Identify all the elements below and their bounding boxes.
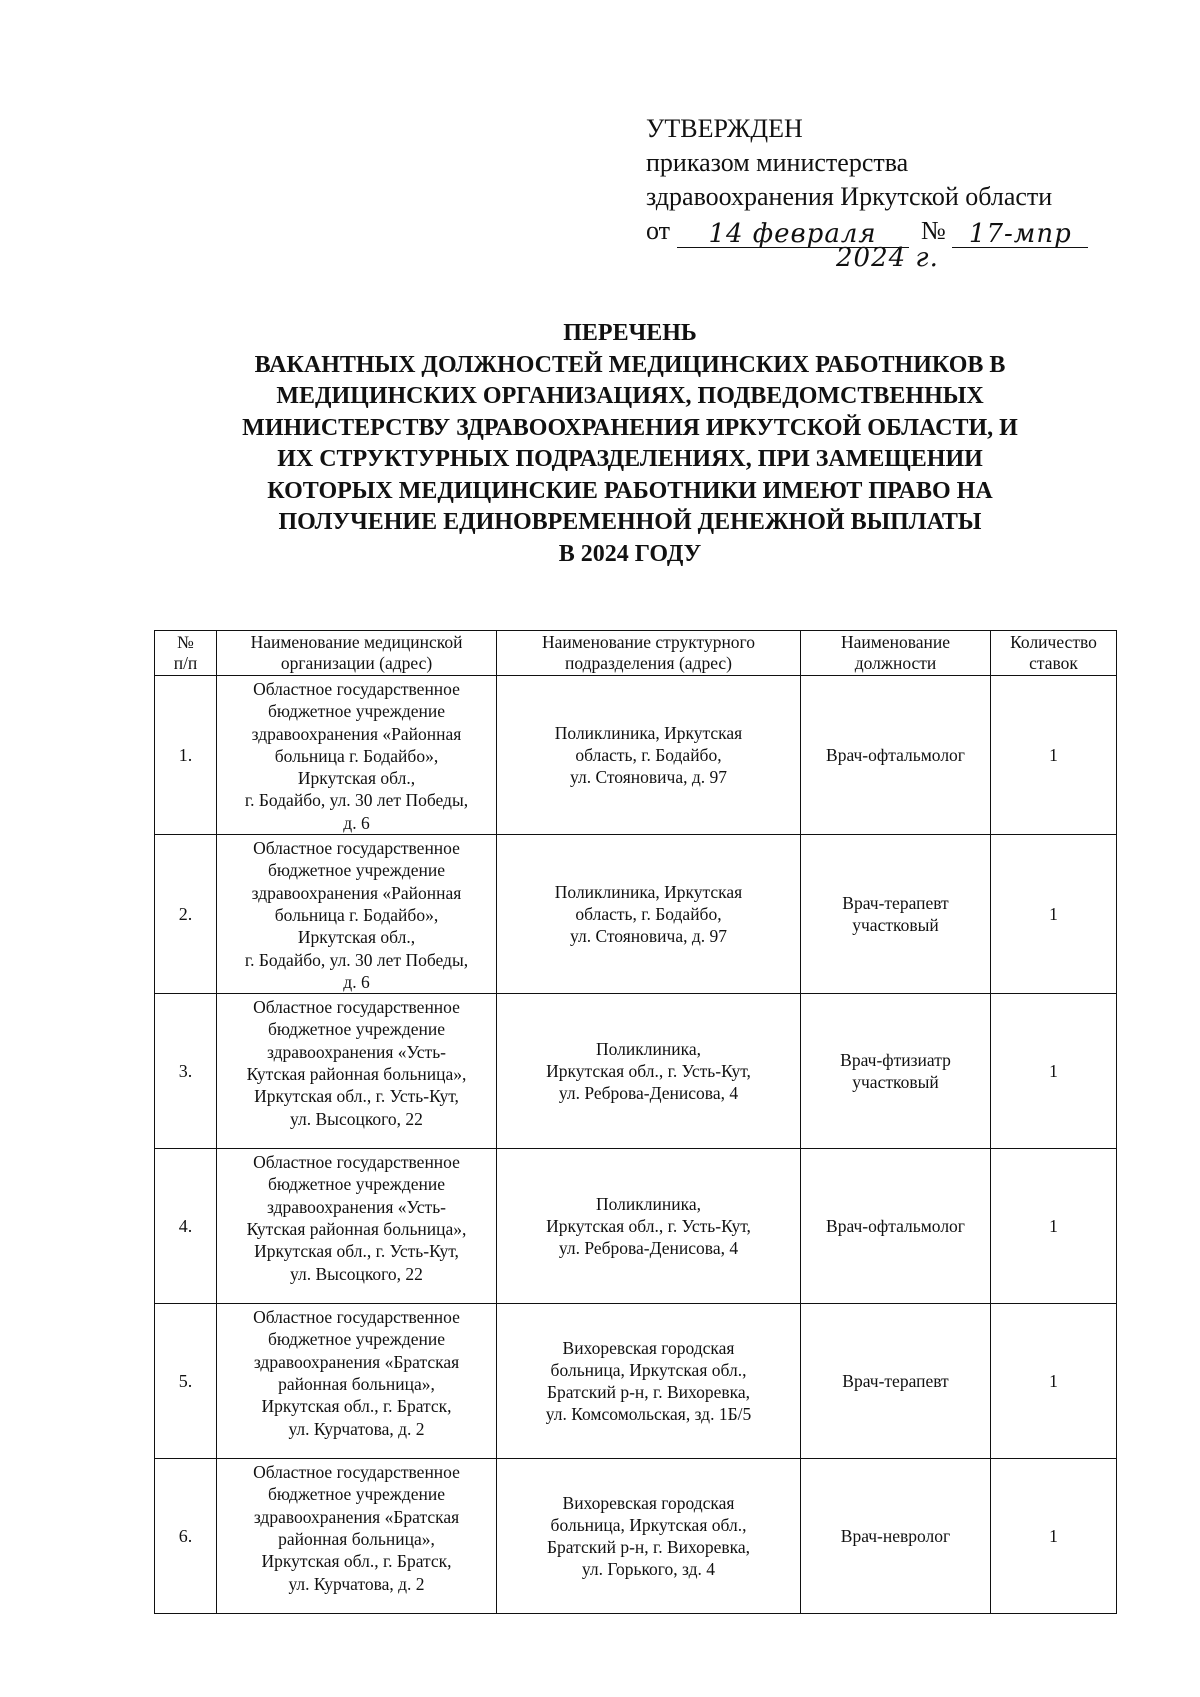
quantity-cell: 1 <box>991 994 1117 1149</box>
header-text: должности <box>854 653 937 673</box>
organization-cell-line: ул. Высоцкого, 22 <box>290 1263 423 1284</box>
organization-cell-line: Областное государственное <box>253 679 460 699</box>
number-blank <box>952 217 1088 248</box>
table-row <box>155 994 1117 1149</box>
organization-cell <box>217 1459 497 1614</box>
organization-cell-line: Областное государственное <box>253 1462 460 1483</box>
table-row <box>155 1149 1117 1304</box>
subdivision-cell-line: Братский р-н, г. Вихоревка, <box>546 1382 751 1403</box>
position-cell-line: Врач-офтальмолог <box>826 1216 965 1237</box>
header-text: Наименование медицинской <box>250 632 463 652</box>
number-handwritten: 17-мпр <box>968 219 1072 249</box>
subdivision-cell-line: ул. Горького, зд. 4 <box>581 1559 716 1580</box>
organization-cell-line: бюджетное учреждение <box>267 860 446 881</box>
subdivision-cell <box>497 994 801 1149</box>
header-text: № <box>177 632 194 652</box>
position-cell-line: участковый <box>852 915 939 936</box>
header-position <box>801 631 991 676</box>
approval-line-1: приказом министерства <box>646 148 909 177</box>
organization-cell <box>217 1304 497 1459</box>
organization-cell-line: Иркутская обл., <box>297 768 416 789</box>
organization-cell-line: районная больница», <box>278 1374 435 1395</box>
organization-cell-line: больница г. Бодайбо», <box>274 904 439 925</box>
position-cell-line: Врач-фтизиатр <box>840 1050 951 1071</box>
title-line: ПОЛУЧЕНИЕ ЕДИНОВРЕМЕННОЙ ДЕНЕЖНОЙ ВЫПЛАТЫ <box>278 509 982 535</box>
row-number: 5. <box>155 1304 217 1459</box>
subdivision-cell-line: ул. Реброва-Денисова, 4 <box>558 1238 739 1259</box>
approval-heading: УТВЕРЖДЕН <box>646 114 803 143</box>
organization-cell-line: здравоохранения «Братская <box>253 1506 460 1527</box>
organization-cell-line: ул. Курчатова, д. 2 <box>288 1573 425 1594</box>
header-text: Наименование <box>840 632 951 652</box>
subdivision-cell-line: ул. Стояновича, д. 97 <box>569 767 727 788</box>
subdivision-cell-line: область, г. Бодайбо, <box>575 745 722 766</box>
header-quantity <box>991 631 1117 676</box>
position-cell <box>801 1149 991 1304</box>
title-line: ВАКАНТНЫХ ДОЛЖНОСТЕЙ МЕДИЦИНСКИХ РАБОТНИКОВ В <box>254 351 1006 378</box>
header-text: организации (адрес) <box>280 653 433 673</box>
subdivision-cell-line: Поликлиника, Иркутская <box>554 882 743 903</box>
organization-cell <box>217 676 497 835</box>
organization-cell-line: здравоохранения «Районная <box>251 723 462 744</box>
title-line: ПЕРЕЧЕНЬ <box>563 320 697 346</box>
subdivision-cell-line: Поликлиника, <box>596 1194 701 1215</box>
subdivision-cell-line: ул. Комсомольская, зд. 1Б/5 <box>545 1404 752 1425</box>
row-number: 3. <box>155 994 217 1149</box>
row-number: 1. <box>155 676 217 835</box>
organization-cell-line: Иркутская обл., г. Усть-Кут, <box>254 1241 459 1262</box>
position-cell-line: Врач-терапевт <box>842 893 949 914</box>
position-cell <box>801 994 991 1149</box>
header-text: п/п <box>173 653 198 673</box>
organization-cell-line: бюджетное учреждение <box>267 1329 446 1350</box>
organization-cell-line: бюджетное учреждение <box>267 701 446 722</box>
organization-cell-line: Иркутская обл., г. Братск, <box>261 1396 452 1417</box>
organization-cell-line: Областное государственное <box>253 838 460 859</box>
organization-cell-line: районная больница», <box>278 1529 435 1550</box>
approval-line-2: здравоохранения Иркутской области <box>646 182 1053 211</box>
subdivision-cell-line: Вихоревская городская <box>562 1493 735 1514</box>
title-line: ИХ СТРУКТУРНЫХ ПОДРАЗДЕЛЕНИЯХ, ПРИ ЗАМЕЩЕНИИ <box>277 446 983 472</box>
title-line: КОТОРЫХ МЕДИЦИНСКИЕ РАБОТНИКИ ИМЕЮТ ПРАВО НА <box>267 477 993 504</box>
organization-cell-line: здравоохранения «Усть- <box>266 1196 447 1217</box>
title-line: МЕДИЦИНСКИХ ОРГАНИЗАЦИЯХ, ПОДВЕДОМСТВЕННЫХ <box>276 383 984 409</box>
organization-cell-line: Областное государственное <box>253 1152 460 1173</box>
header-text: подразделения (адрес) <box>564 653 732 673</box>
header-text: ставок <box>1029 653 1078 673</box>
subdivision-cell <box>497 1459 801 1614</box>
title-line: МИНИСТЕРСТВУ ЗДРАВООХРАНЕНИЯ ИРКУТСКОЙ ОБЛАСТИ, И <box>242 414 1018 441</box>
organization-cell-line: Иркутская обл., г. Усть-Кут, <box>254 1086 459 1107</box>
subdivision-cell-line: Поликлиника, <box>596 1039 701 1060</box>
position-cell-line: Врач-терапевт <box>842 1371 949 1392</box>
row-number: 2. <box>155 835 217 994</box>
header-text: Наименование структурного <box>541 632 756 652</box>
organization-cell-line: бюджетное учреждение <box>267 1174 446 1195</box>
date-handwritten: 14 февраля <box>708 219 877 249</box>
organization-cell-line: здравоохранения «Братская <box>253 1351 460 1372</box>
table-row <box>155 1304 1117 1459</box>
subdivision-cell <box>497 1304 801 1459</box>
organization-cell-line: д. 6 <box>343 812 370 833</box>
organization-cell-line: д. 6 <box>343 971 370 992</box>
from-label: от <box>646 216 671 245</box>
quantity-cell: 1 <box>991 1149 1117 1304</box>
position-cell <box>801 676 991 835</box>
subdivision-cell-line: область, г. Бодайбо, <box>575 904 722 925</box>
organization-cell <box>217 994 497 1149</box>
quantity-cell: 1 <box>991 1459 1117 1614</box>
vacancies-table <box>154 630 1117 1614</box>
position-cell <box>801 1304 991 1459</box>
subdivision-cell-line: ул. Реброва-Денисова, 4 <box>558 1083 739 1104</box>
organization-cell <box>217 1149 497 1304</box>
organization-cell-line: Иркутская обл., г. Братск, <box>261 1551 452 1572</box>
position-cell <box>801 835 991 994</box>
organization-cell-line: больница г. Бодайбо», <box>274 745 439 766</box>
organization-cell-line: Кутская районная больница», <box>246 1219 467 1240</box>
organization-cell-line: ул. Высоцкого, 22 <box>290 1108 423 1129</box>
header-organization <box>217 631 497 676</box>
table-header-row <box>155 631 1117 676</box>
number-label: № <box>921 216 946 245</box>
organization-cell <box>217 835 497 994</box>
approval-stamp-block <box>646 112 1146 248</box>
row-number: 4. <box>155 1149 217 1304</box>
organization-cell-line: бюджетное учреждение <box>267 1484 446 1505</box>
subdivision-cell-line: Иркутская обл., г. Усть-Кут, <box>546 1216 751 1237</box>
header-text: Количество <box>1010 632 1097 652</box>
header-number <box>155 631 217 676</box>
subdivision-cell <box>497 1149 801 1304</box>
subdivision-cell-line: Вихоревская городская <box>562 1338 735 1359</box>
header-subdivision <box>497 631 801 676</box>
subdivision-cell-line: Поликлиника, Иркутская <box>554 723 743 744</box>
organization-cell-line: г. Бодайбо, ул. 30 лет Победы, <box>244 949 469 970</box>
organization-cell-line: бюджетное учреждение <box>267 1019 446 1040</box>
subdivision-cell-line: больница, Иркутская обл., <box>550 1515 747 1536</box>
organization-cell-line: г. Бодайбо, ул. 30 лет Победы, <box>244 790 469 811</box>
year-handwritten: 2024 г. <box>836 243 939 273</box>
position-cell <box>801 1459 991 1614</box>
position-cell-line: Врач-офтальмолог <box>826 745 965 766</box>
table-body <box>155 676 1117 1614</box>
organization-cell-line: здравоохранения «Усть- <box>266 1041 447 1062</box>
document-title <box>160 318 1100 570</box>
organization-cell-line: Областное государственное <box>253 997 460 1018</box>
table-row <box>155 676 1117 835</box>
subdivision-cell <box>497 676 801 835</box>
organization-cell-line: Областное государственное <box>253 1307 460 1328</box>
subdivision-cell-line: Иркутская обл., г. Усть-Кут, <box>546 1061 751 1082</box>
position-cell-line: участковый <box>852 1072 939 1093</box>
subdivision-cell-line: больница, Иркутская обл., <box>550 1360 747 1381</box>
table-row <box>155 835 1117 994</box>
title-line: В 2024 ГОДУ <box>558 540 702 567</box>
position-cell-line: Врач-невролог <box>840 1526 951 1547</box>
row-number: 6. <box>155 1459 217 1614</box>
subdivision-cell-line: Братский р-н, г. Вихоревка, <box>546 1537 751 1558</box>
quantity-cell: 1 <box>991 676 1117 835</box>
organization-cell-line: ул. Курчатова, д. 2 <box>288 1418 425 1439</box>
table-row <box>155 1459 1117 1614</box>
subdivision-cell-line: ул. Стояновича, д. 97 <box>569 926 727 947</box>
subdivision-cell <box>497 835 801 994</box>
organization-cell-line: здравоохранения «Районная <box>251 882 462 903</box>
organization-cell-line: Кутская районная больница», <box>246 1064 467 1085</box>
quantity-cell: 1 <box>991 1304 1117 1459</box>
organization-cell-line: Иркутская обл., <box>297 927 416 948</box>
quantity-cell: 1 <box>991 835 1117 994</box>
